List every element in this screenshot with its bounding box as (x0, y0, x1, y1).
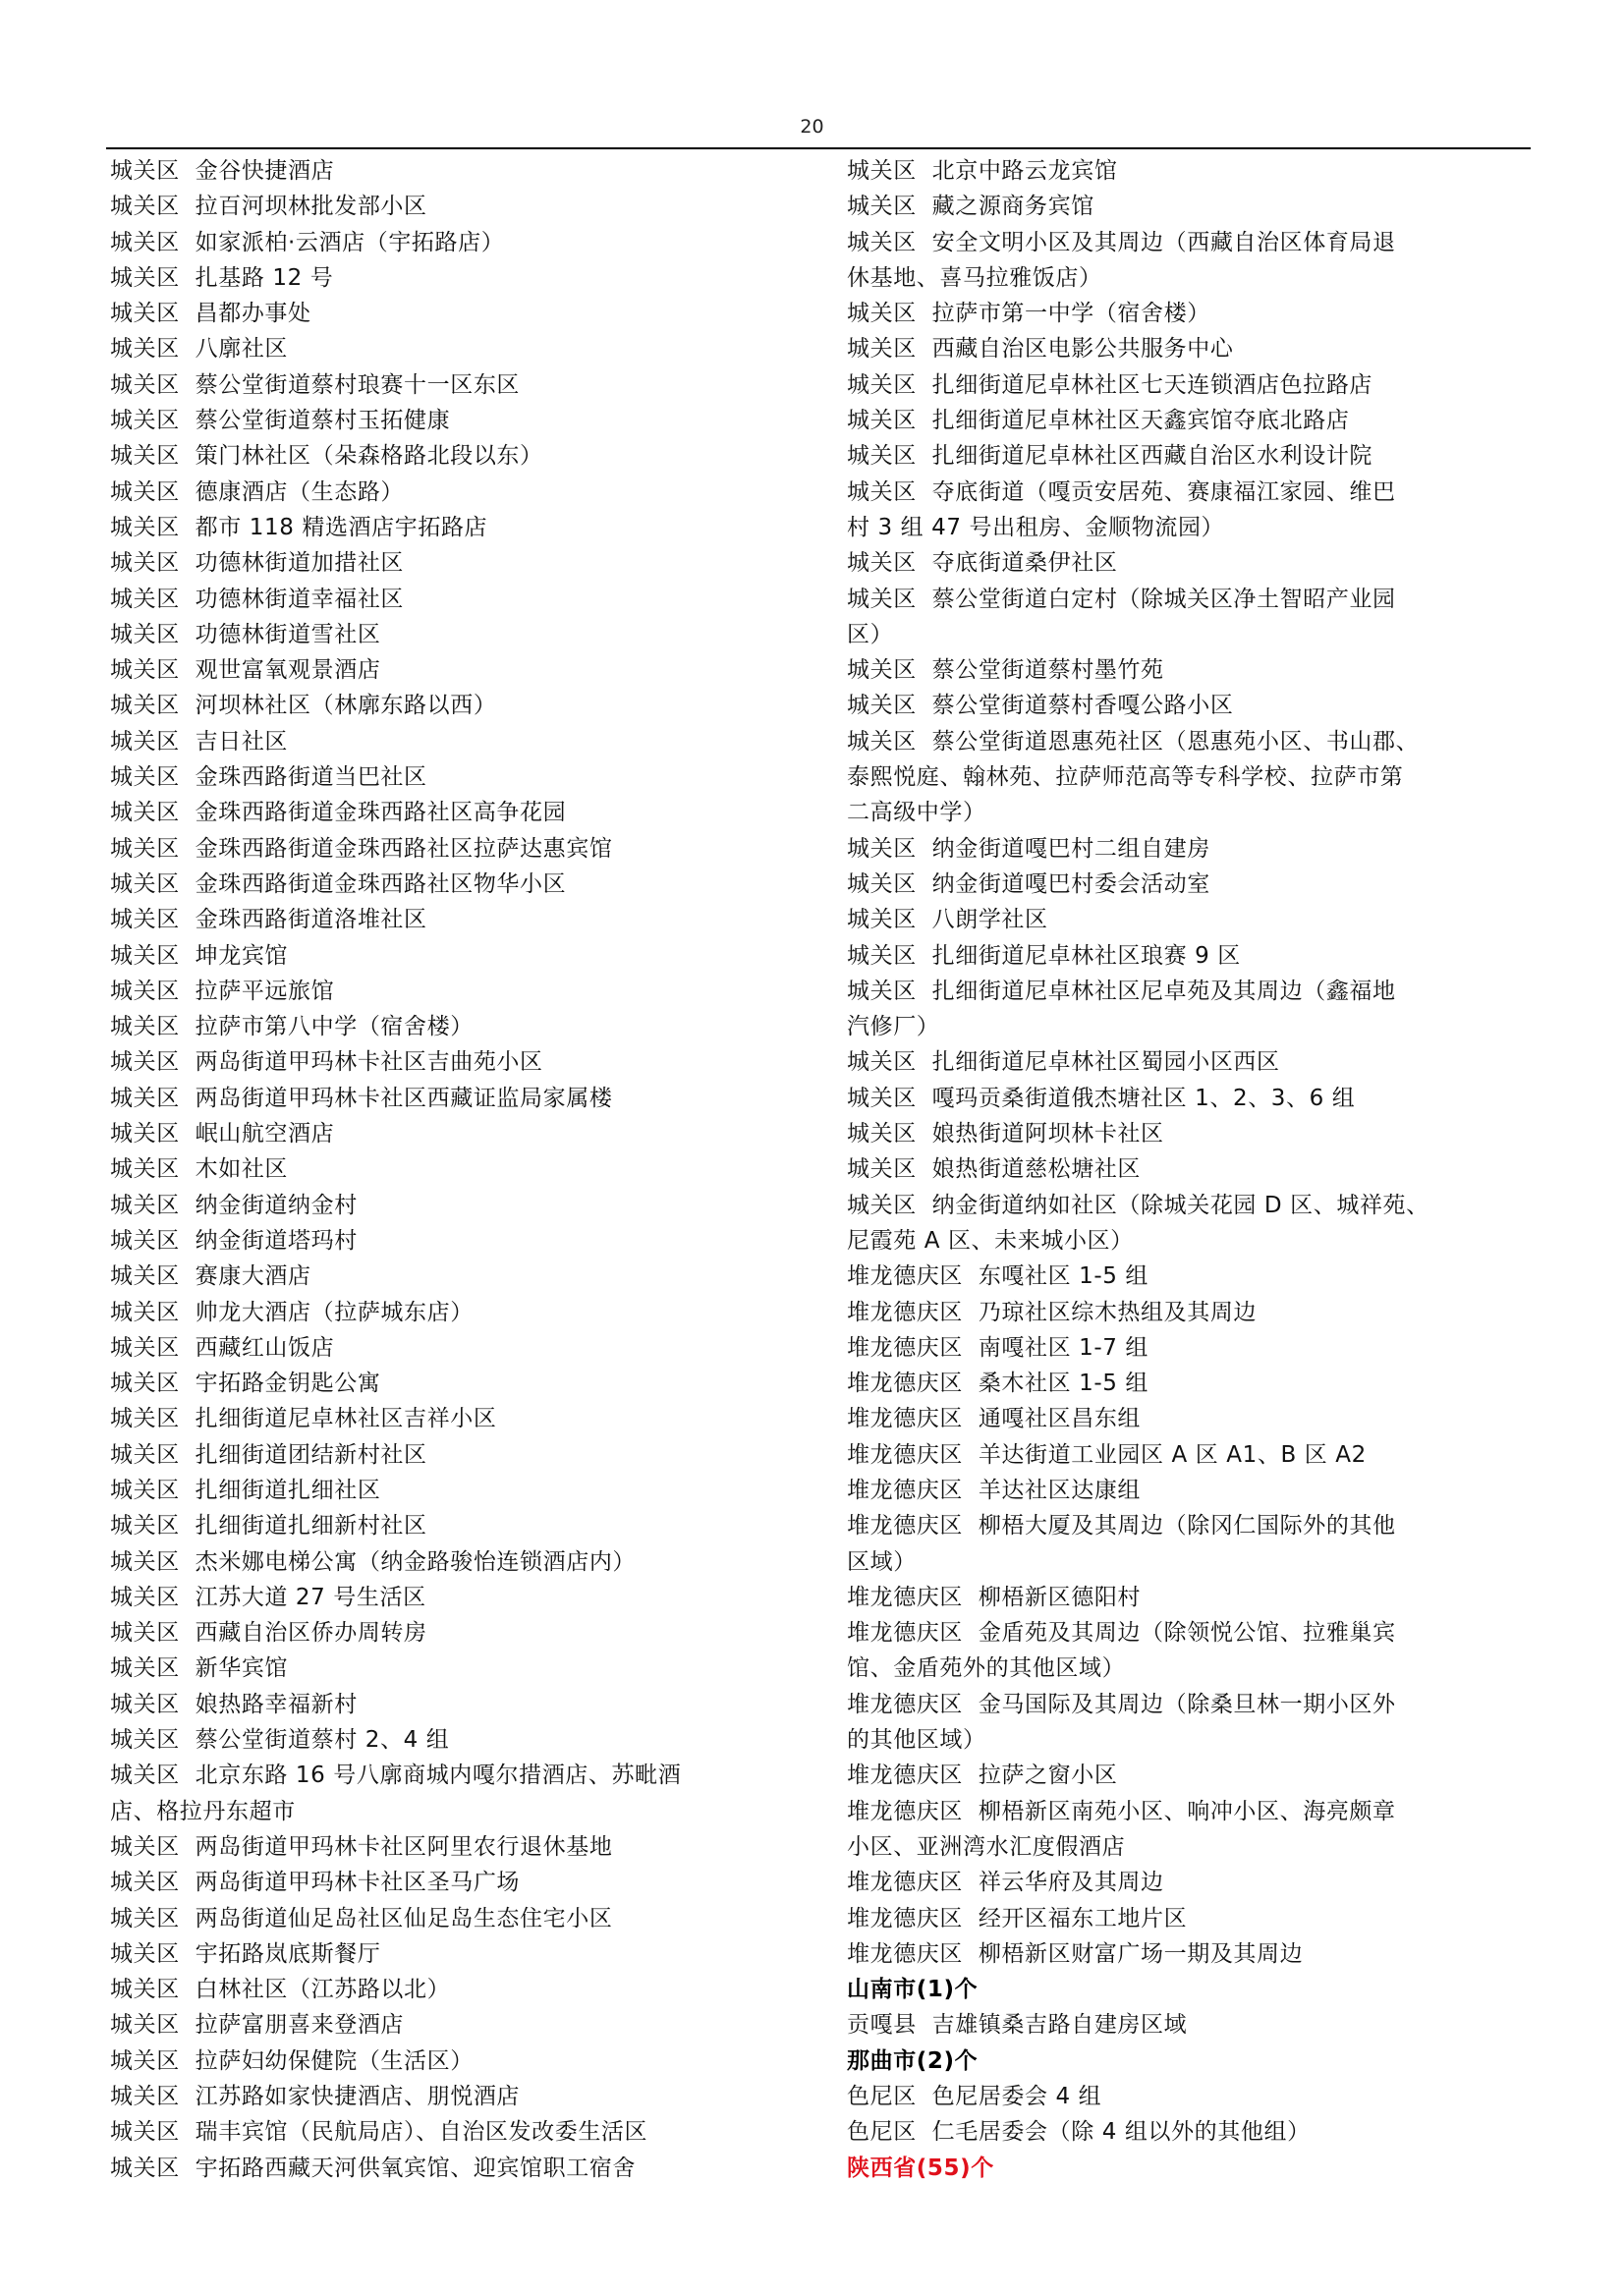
list-line: 城关区 金珠西路街道金珠西路社区高争花园 (110, 800, 567, 826)
list-line: 城关区 扎细街道尼卓林社区琅赛 9 区 (847, 942, 1241, 969)
list-line: 城关区 扎细街道尼卓林社区天鑫宾馆夺底北路店 (847, 408, 1350, 434)
list-line: 城关区 藏之源商务宾馆 (847, 194, 1094, 220)
list-line: 城关区 纳金街道纳如社区（除城关花园 D 区、城祥苑、 (847, 1192, 1429, 1218)
left-column (110, 153, 798, 2186)
list-line: 城关区 蔡公堂街道蔡村香嘎公路小区 (847, 693, 1234, 719)
list-line: 城关区 八廓社区 (110, 336, 289, 363)
list-line: 堆龙德庆区 拉萨之窗小区 (847, 1763, 1118, 1789)
list-line: 城关区 观世富氧观景酒店 (110, 657, 381, 684)
list-line: 堆龙德庆区 柳梧新区财富广场一期及其周边 (847, 1940, 1304, 1967)
list-line: 城关区 蔡公堂街道白定村（除城关区净土智昭产业园 (847, 586, 1396, 612)
list-line: 城关区 策门林社区（朵森格路北段以东） (110, 443, 543, 470)
list-line: 城关区 岷山航空酒店 (110, 1121, 335, 1148)
list-line: 城关区 杰米娜电梯公寓（纳金路骏怡连锁酒店内） (110, 1548, 637, 1575)
list-line: 城关区 娘热街道阿坝林卡社区 (847, 1121, 1164, 1148)
region-heading: 陕西省(55)个 (847, 2155, 994, 2181)
list-line: 城关区 宇拓路金钥匙公寓 (110, 1371, 381, 1397)
list-line: 城关区 如家派柏·云酒店（宇拓路店） (110, 229, 505, 255)
list-line: 城关区 两岛街道甲玛林卡社区阿里农行退休基地 (110, 1833, 613, 1860)
list-line: 城关区 扎基路 12 号 (110, 264, 334, 291)
list-line: 区域） (847, 1548, 917, 1575)
list-line: 城关区 安全文明小区及其周边（西藏自治区体育局退 (847, 229, 1396, 255)
page-number: 20 (800, 116, 824, 138)
list-line: 泰熙悦庭、翰林苑、拉萨师范高等专科学校、拉萨市第 (847, 764, 1404, 791)
list-line: 城关区 新华宾馆 (110, 1655, 289, 1682)
list-line: 区） (847, 621, 894, 647)
list-line: 城关区 拉萨平远旅馆 (110, 978, 335, 1004)
list-line: 城关区 蔡公堂街道蔡村琅赛十一区东区 (110, 371, 521, 398)
list-line: 城关区 娘热街道慈松塘社区 (847, 1156, 1142, 1183)
list-line: 堆龙德庆区 羊达社区达康组 (847, 1477, 1142, 1503)
list-line: 城关区 纳金街道纳金村 (110, 1192, 358, 1218)
list-line: 城关区 扎细街道尼卓林社区西藏自治区水利设计院 (847, 443, 1373, 470)
list-line: 休基地、喜马拉雅饭店） (847, 264, 1102, 291)
list-line: 色尼区 仁毛居委会（除 4 组以外的其他组） (847, 2119, 1311, 2146)
list-line: 城关区 拉萨市第八中学（宿舍楼） (110, 1014, 474, 1040)
list-line: 堆龙德庆区 通嘎社区昌东组 (847, 1406, 1142, 1432)
list-line: 色尼区 色尼居委会 4 组 (847, 2084, 1102, 2110)
list-line: 城关区 西藏红山饭店 (110, 1334, 335, 1361)
list-line: 城关区 西藏自治区电影公共服务中心 (847, 336, 1234, 363)
list-line: 城关区 金珠西路街道金珠西路社区物华小区 (110, 870, 567, 897)
list-line: 城关区 纳金街道嘎巴村委会活动室 (847, 870, 1210, 897)
list-line: 馆、金盾苑外的其他区域） (847, 1655, 1126, 1682)
list-line: 城关区 江苏大道 27 号生活区 (110, 1584, 426, 1610)
list-line: 城关区 北京东路 16 号八廓商城内嘎尔措酒店、苏毗酒 (110, 1763, 682, 1789)
list-line: 尼霞苑 A 区、未来城小区） (847, 1227, 1134, 1254)
list-line: 城关区 吉日社区 (110, 728, 289, 755)
list-line: 城关区 纳金街道嘎巴村二组自建房 (847, 835, 1210, 862)
list-line: 堆龙德庆区 经开区福东工地片区 (847, 1905, 1188, 1931)
header-rule (106, 147, 1531, 149)
list-line: 城关区 蔡公堂街道蔡村墨竹苑 (847, 657, 1164, 684)
list-line: 堆龙德庆区 祥云华府及其周边 (847, 1870, 1164, 1896)
list-line: 城关区 扎细街道尼卓林社区尼卓苑及其周边（鑫福地 (847, 978, 1396, 1004)
list-line: 城关区 娘热路幸福新村 (110, 1691, 358, 1717)
list-line: 城关区 拉萨富朋喜来登酒店 (110, 2012, 405, 2039)
list-line: 城关区 功德林街道加措社区 (110, 550, 405, 577)
list-line: 城关区 纳金街道塔玛村 (110, 1227, 358, 1254)
list-line: 城关区 德康酒店（生态路） (110, 478, 405, 505)
list-line: 城关区 宇拓路西藏天河供氧宾馆、迎宾馆职工宿舍 (110, 2155, 637, 2181)
list-line: 城关区 扎细街道尼卓林社区蜀园小区西区 (847, 1049, 1280, 1076)
list-line: 堆龙德庆区 柳梧大厦及其周边（除冈仁国际外的其他 (847, 1513, 1396, 1539)
list-line: 城关区 夺底街道桑伊社区 (847, 550, 1118, 577)
list-line: 城关区 蔡公堂街道蔡村玉拓健康 (110, 408, 451, 434)
list-line: 城关区 金珠西路街道当巴社区 (110, 764, 427, 791)
list-line: 城关区 昌都办事处 (110, 301, 311, 327)
list-line: 堆龙德庆区 柳梧新区南苑小区、响冲小区、海亮颇章 (847, 1798, 1396, 1824)
list-line: 城关区 北京中路云龙宾馆 (847, 158, 1118, 184)
list-line: 城关区 河坝林社区（林廓东路以西） (110, 693, 497, 719)
list-line: 城关区 蔡公堂街道蔡村 2、4 组 (110, 1727, 450, 1754)
list-line: 城关区 扎细街道尼卓林社区七天连锁酒店色拉路店 (847, 371, 1373, 398)
list-line: 城关区 拉萨妇幼保健院（生活区） (110, 2047, 474, 2074)
list-line: 城关区 嘎玛贡桑街道俄杰塘社区 1、2、3、6 组 (847, 1085, 1356, 1111)
list-line: 村 3 组 47 号出租房、金顺物流园） (847, 514, 1225, 540)
list-line: 城关区 两岛街道甲玛林卡社区吉曲苑小区 (110, 1049, 543, 1076)
list-line: 城关区 功德林街道雪社区 (110, 621, 381, 647)
list-line: 汽修厂） (847, 1014, 940, 1040)
list-line: 城关区 蔡公堂街道恩惠苑社区（恩惠苑小区、书山郡、 (847, 728, 1420, 755)
list-line: 城关区 白林社区（江苏路以北） (110, 1977, 451, 2003)
list-line: 城关区 两岛街道仙足岛社区仙足岛生态住宅小区 (110, 1905, 613, 1931)
list-line: 堆龙德庆区 金盾苑及其周边（除领悦公馆、拉雅巢宾 (847, 1620, 1396, 1647)
list-line: 城关区 拉百河坝林批发部小区 (110, 194, 427, 220)
list-line: 城关区 扎细街道扎细新村社区 (110, 1513, 427, 1539)
list-line: 贡嘎县 吉雄镇桑吉路自建房区域 (847, 2012, 1188, 2039)
list-line: 城关区 两岛街道甲玛林卡社区圣马广场 (110, 1870, 521, 1896)
list-line: 城关区 西藏自治区侨办周转房 (110, 1620, 427, 1647)
list-line: 堆龙德庆区 桑木社区 1-5 组 (847, 1371, 1149, 1397)
list-line: 城关区 都市 118 精选酒店宇拓路店 (110, 514, 488, 540)
list-line: 城关区 扎细街道尼卓林社区吉祥小区 (110, 1406, 497, 1432)
list-line: 城关区 八朗学社区 (847, 907, 1048, 933)
list-line: 堆龙德庆区 乃琼社区综木热组及其周边 (847, 1299, 1258, 1325)
list-line: 二高级中学） (847, 800, 986, 826)
list-line: 城关区 两岛街道甲玛林卡社区西藏证监局家属楼 (110, 1085, 613, 1111)
list-line: 城关区 坤龙宾馆 (110, 942, 289, 969)
list-line: 城关区 江苏路如家快捷酒店、朋悦酒店 (110, 2084, 521, 2110)
list-line: 堆龙德庆区 南嘎社区 1-7 组 (847, 1334, 1149, 1361)
list-line: 城关区 金珠西路街道金珠西路社区拉萨达惠宾馆 (110, 835, 613, 862)
list-line: 城关区 功德林街道幸福社区 (110, 586, 405, 612)
list-line: 城关区 帅龙大酒店（拉萨城东店） (110, 1299, 474, 1325)
list-line: 城关区 夺底街道（嘎贡安居苑、赛康福江家园、维巴 (847, 478, 1396, 505)
list-line: 城关区 赛康大酒店 (110, 1263, 311, 1290)
list-line: 堆龙德庆区 羊达街道工业园区 A 区 A1、B 区 A2 (847, 1441, 1367, 1468)
list-line: 城关区 扎细街道扎细社区 (110, 1477, 381, 1503)
list-line: 堆龙德庆区 柳梧新区德阳村 (847, 1584, 1142, 1610)
list-line: 城关区 瑞丰宾馆（民航局店）、自治区发改委生活区 (110, 2119, 648, 2146)
list-line: 城关区 木如社区 (110, 1156, 289, 1183)
list-line: 城关区 宇拓路岚底斯餐厅 (110, 1940, 381, 1967)
list-line: 店、格拉丹东超市 (110, 1798, 296, 1824)
region-heading: 山南市(1)个 (847, 1977, 979, 2003)
list-line: 堆龙德庆区 东嘎社区 1-5 组 (847, 1263, 1149, 1290)
region-heading: 那曲市(2)个 (847, 2047, 979, 2074)
list-line: 城关区 扎细街道团结新村社区 (110, 1441, 427, 1468)
list-line: 小区、亚洲湾水汇度假酒店 (847, 1833, 1126, 1860)
list-line: 城关区 金珠西路街道洛堆社区 (110, 907, 427, 933)
list-line: 堆龙德庆区 金马国际及其周边（除桑旦林一期小区外 (847, 1691, 1396, 1717)
list-line: 的其他区域） (847, 1727, 986, 1754)
list-line: 城关区 金谷快捷酒店 (110, 158, 335, 184)
list-line: 城关区 拉萨市第一中学（宿舍楼） (847, 301, 1210, 327)
right-column (847, 153, 1531, 2186)
